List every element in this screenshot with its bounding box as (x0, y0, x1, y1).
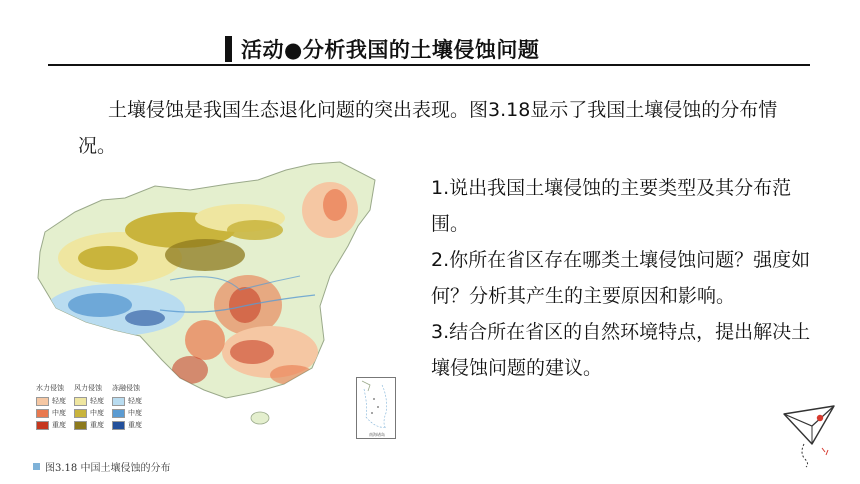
legend-swatch (36, 397, 49, 406)
legend-swatch (36, 421, 49, 430)
question-1: 1.说出我国土壤侵蚀的主要类型及其分布范围。 (431, 177, 792, 235)
south-china-sea-inset (356, 377, 396, 439)
legend-item (112, 420, 142, 430)
caption-text: 图3.18 中国土壤侵蚀的分布 (45, 463, 171, 474)
legend-label: 轻度 (90, 397, 104, 405)
legend-label: 中度 (90, 409, 104, 417)
legend-label: 中度 (128, 409, 142, 417)
legend-swatch (74, 397, 87, 406)
legend-swatch (112, 421, 125, 430)
question-3: 3.结合所在省区的自然环境特点，提出解决土壤侵蚀问题的建议。 (431, 321, 811, 379)
inset-label: 南海诸岛 (369, 432, 385, 437)
activity-title (225, 34, 539, 64)
paper-plane-icon (782, 404, 838, 468)
title-divider (48, 64, 810, 66)
question-list (431, 170, 811, 386)
legend-freeze-thaw-erosion (112, 383, 142, 430)
legend-item (36, 420, 66, 430)
legend-label: 重度 (52, 421, 66, 429)
legend-item (74, 396, 104, 406)
legend-item (36, 408, 66, 418)
legend-item (36, 396, 66, 406)
map-legend (36, 383, 142, 430)
legend-label: 重度 (90, 421, 104, 429)
title-marker (225, 36, 232, 62)
legend-label: 重度 (128, 421, 142, 429)
legend-water-erosion (36, 383, 66, 430)
legend-label: 中度 (52, 409, 66, 417)
legend-swatch (112, 397, 125, 406)
legend-item (112, 408, 142, 418)
legend-swatch (74, 409, 87, 418)
legend-title: 风力侵蚀 (74, 384, 102, 392)
intro-paragraph: 土壤侵蚀是我国生态退化问题的突出表现。图3.18显示了我国土壤侵蚀的分布情况。 (78, 99, 778, 157)
legend-swatch (74, 421, 87, 430)
legend-title: 水力侵蚀 (36, 384, 64, 392)
figure-caption (33, 459, 170, 474)
legend-swatch (36, 409, 49, 418)
page-title: 活动●分析我国的土壤侵蚀问题 (241, 38, 540, 62)
legend-wind-erosion (74, 383, 104, 430)
legend-swatch (112, 409, 125, 418)
legend-label: 轻度 (52, 397, 66, 405)
legend-label: 轻度 (128, 397, 142, 405)
caption-square-icon (33, 463, 40, 470)
legend-item (74, 408, 104, 418)
legend-item (74, 420, 104, 430)
legend-item (112, 396, 142, 406)
legend-title: 冻融侵蚀 (112, 384, 140, 392)
question-2: 2.你所在省区存在哪类土壤侵蚀问题？强度如何？分析其产生的主要原因和影响。 (431, 249, 811, 307)
